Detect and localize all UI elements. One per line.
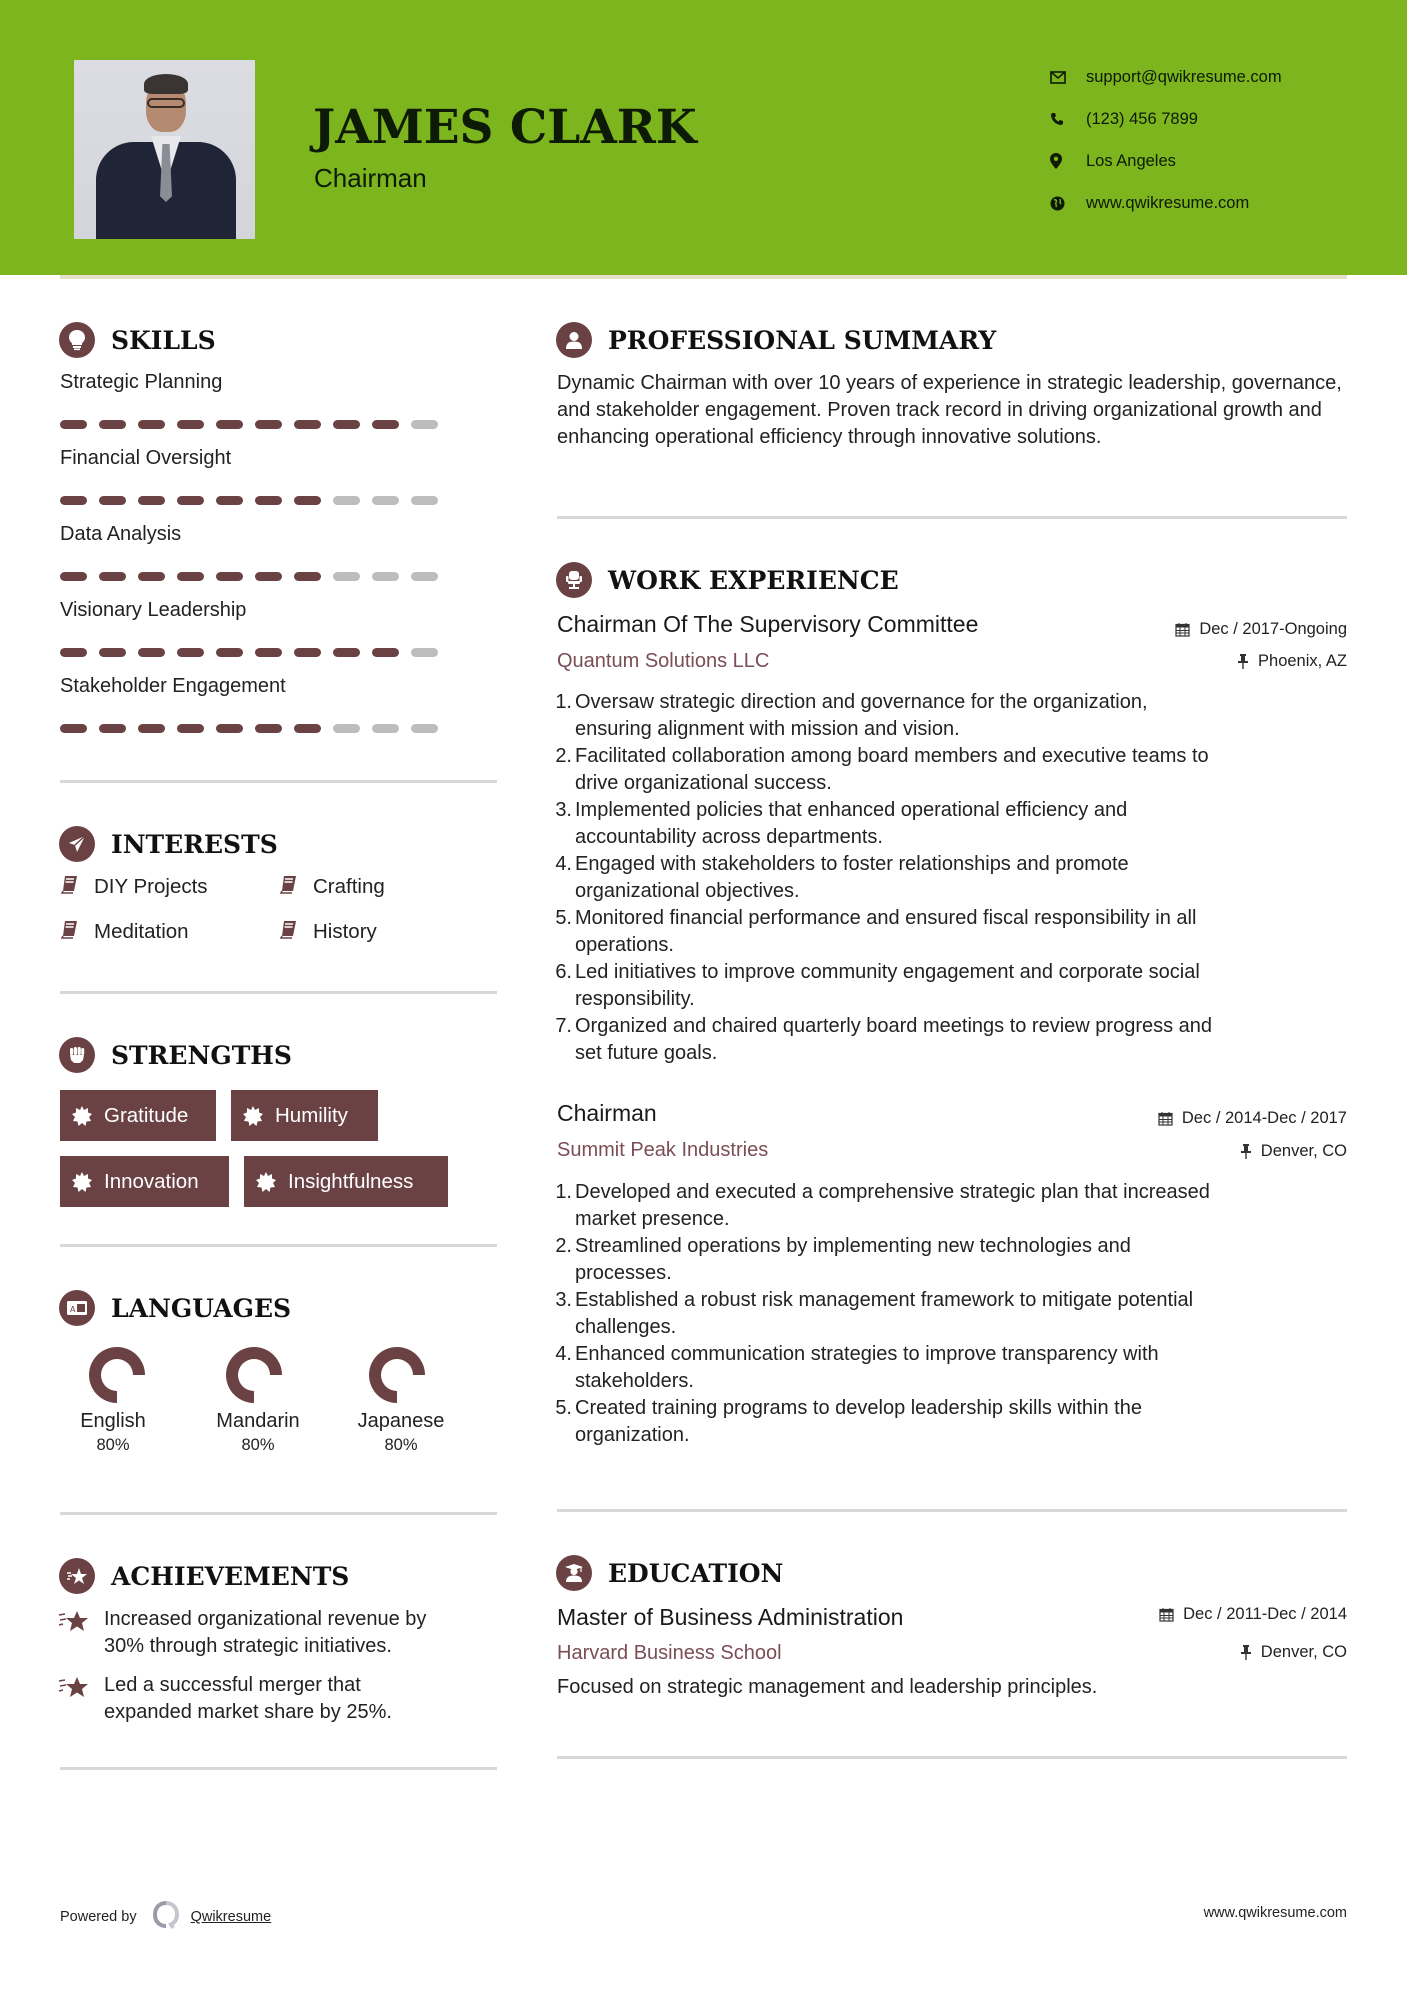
languages-heading: A LANGUAGES [59, 1290, 291, 1326]
book-icon [60, 874, 94, 900]
qwikresume-link[interactable]: Qwikresume [190, 1909, 272, 1925]
bullet-item: 3. Established a robust risk management framework to mitigate potential challenges. [555, 1289, 1194, 1338]
badge-icon [256, 1172, 276, 1192]
skill-label: Data Analysis [60, 523, 182, 545]
bullet-item: 3. Implemented policies that enhanced operational efficiency and accountability across departments. [555, 799, 1128, 848]
language-item: Mandarin 80% [203, 1345, 313, 1455]
contact-location: Los Angeles [1050, 140, 1282, 182]
section-divider [557, 1756, 1347, 1759]
skill-dot [294, 648, 321, 657]
section-divider [557, 516, 1347, 519]
skill-dot [411, 724, 438, 733]
degree-title: Master of Business Administration [557, 1604, 904, 1630]
skill-dot [333, 572, 360, 581]
section-divider [60, 991, 497, 994]
skill-dot [177, 648, 204, 657]
job-location: Phoenix, AZ [1237, 652, 1347, 671]
education-heading: EDUCATION [556, 1555, 783, 1591]
skill-dot [138, 724, 165, 733]
footer-website[interactable]: www.qwikresume.com [1203, 1905, 1347, 1921]
summary-heading: PROFESSIONAL SUMMARY [556, 322, 996, 358]
badge-icon [72, 1106, 92, 1126]
strength-tag: Insightfulness [244, 1156, 448, 1207]
graduate-icon [556, 1555, 592, 1591]
skill-dot [333, 648, 360, 657]
qwikresume-logo-icon [151, 1900, 181, 1934]
language-donut [87, 1345, 147, 1405]
skill-dot [99, 648, 126, 657]
section-divider [60, 1244, 497, 1247]
skill-dot [177, 420, 204, 429]
skill-dot [411, 496, 438, 505]
interest-item: History [279, 919, 377, 945]
section-divider [60, 1512, 497, 1515]
svg-text:A: A [70, 1305, 76, 1314]
skill-dot [60, 648, 87, 657]
skill-rating [60, 572, 438, 581]
phone-icon [1050, 112, 1086, 126]
skill-dot [99, 724, 126, 733]
achievements-heading: ACHIEVEMENTS [59, 1558, 349, 1594]
language-donut [367, 1345, 427, 1405]
skill-dot [60, 724, 87, 733]
job-location: Denver, CO [1240, 1142, 1347, 1161]
skill-dot [138, 420, 165, 429]
pushpin-icon [1240, 1144, 1252, 1159]
skills-heading: SKILLS [59, 322, 216, 358]
interests-heading: INTERESTS [59, 826, 278, 862]
job-title: Chairman Of The Supervisory Committee [557, 611, 979, 637]
contact-email[interactable]: support@qwikresume.com [1050, 56, 1282, 98]
skill-dot [255, 648, 282, 657]
section-divider [60, 1767, 497, 1770]
profile-photo [74, 60, 255, 239]
skill-dot [216, 648, 243, 657]
experience-heading: WORK EXPERIENCE [556, 562, 899, 598]
education-location: Denver, CO [1240, 1643, 1347, 1662]
job-title: Chairman [557, 1100, 657, 1126]
job-dates: Dec / 2014-Dec / 2017 [1158, 1109, 1347, 1128]
interest-item: Crafting [279, 874, 385, 900]
skill-dot [372, 724, 399, 733]
book-icon [279, 874, 313, 900]
strength-tag: Innovation [60, 1156, 229, 1207]
skill-dot [216, 496, 243, 505]
skill-dot [294, 496, 321, 505]
skill-dot [138, 572, 165, 581]
interest-item: Meditation [60, 919, 189, 945]
company-name: Summit Peak Industries [557, 1139, 769, 1161]
calendar-icon [1159, 1607, 1174, 1622]
interest-item: DIY Projects [60, 874, 208, 900]
skill-dot [177, 572, 204, 581]
skill-dot [99, 496, 126, 505]
skill-dot [411, 420, 438, 429]
calendar-icon [1175, 622, 1190, 637]
skill-dot [255, 572, 282, 581]
skill-dot [138, 496, 165, 505]
section-divider [60, 780, 497, 783]
header-divider [60, 275, 1347, 279]
skill-dot [255, 496, 282, 505]
skill-label: Strategic Planning [60, 371, 223, 393]
candidate-title: Chairman [314, 163, 427, 193]
bullet-item: 2. Streamlined operations by implementing new technologies and processes. [555, 1235, 1131, 1284]
section-divider [557, 1509, 1347, 1512]
skill-dot [294, 572, 321, 581]
book-icon [60, 919, 94, 945]
skill-rating [60, 648, 438, 657]
achievement-item: Increased organizational revenue by 30% through strategic initiatives. [58, 1606, 498, 1660]
bullet-item: 1. Oversaw strategic direction and governance for the organization, ensuring alignment with mission and vision. [555, 691, 1148, 740]
job-bullets [553, 1179, 1353, 1449]
bullet-item: 7. Organized and chaired quarterly board meetings to review progress and set future goals. [555, 1015, 1213, 1064]
skill-dot [216, 724, 243, 733]
skill-dot [60, 420, 87, 429]
contact-list [1050, 56, 1282, 224]
lightbulb-icon [59, 322, 95, 358]
translate-icon [59, 1290, 95, 1326]
star-icon [58, 1606, 104, 1660]
fist-icon [59, 1037, 95, 1073]
language-donut [224, 1345, 284, 1405]
bullet-item: 5. Monitored financial performance and ensured fiscal responsibility in all operations. [555, 907, 1197, 956]
skill-label: Financial Oversight [60, 447, 232, 469]
calendar-icon [1158, 1111, 1173, 1126]
user-icon [556, 322, 592, 358]
skill-dot [333, 724, 360, 733]
skill-dot [372, 496, 399, 505]
badge-icon [72, 1172, 92, 1192]
pushpin-icon [1237, 654, 1249, 669]
skill-dot [372, 420, 399, 429]
book-icon [279, 919, 313, 945]
skill-dot [177, 724, 204, 733]
skill-label: Stakeholder Engagement [60, 675, 286, 697]
candidate-name: JAMES CLARK [313, 100, 697, 155]
badge-icon [243, 1106, 263, 1126]
bullet-item: 5. Created training programs to develop leadership skills within the organization. [555, 1397, 1142, 1446]
skill-dot [294, 420, 321, 429]
skill-dot [333, 496, 360, 505]
contact-website[interactable]: www.qwikresume.com [1050, 182, 1282, 224]
star-badge-icon [59, 1558, 95, 1594]
skill-rating [60, 724, 438, 733]
bullet-item: 2. Facilitated collaboration among board members and executive teams to drive organizational success. [555, 745, 1209, 794]
education-dates: Dec / 2011-Dec / 2014 [1159, 1605, 1347, 1624]
skill-dot [138, 648, 165, 657]
skill-dot [411, 648, 438, 657]
language-item: Japanese 80% [346, 1345, 456, 1455]
skill-dot [255, 420, 282, 429]
map-marker-icon [1050, 153, 1086, 169]
skill-dot [411, 572, 438, 581]
skill-dot [372, 648, 399, 657]
bullet-item: 1. Developed and executed a comprehensive strategic plan that increased market presence. [555, 1181, 1210, 1230]
job-bullets [553, 689, 1353, 1067]
skill-dot [216, 572, 243, 581]
skill-rating [60, 420, 438, 429]
bullet-item: 4. Enhanced communication strategies to improve transparency with stakeholders. [555, 1343, 1159, 1392]
globe-icon [1050, 196, 1086, 211]
bullet-item: 6. Led initiatives to improve community engagement and corporate social responsibility. [555, 961, 1200, 1010]
strength-tag: Gratitude [60, 1090, 216, 1141]
skill-dot [333, 420, 360, 429]
pushpin-icon [1240, 1645, 1252, 1660]
job-dates: Dec / 2017-Ongoing [1175, 620, 1347, 639]
skill-dot [99, 572, 126, 581]
skill-rating [60, 496, 438, 505]
company-name: Quantum Solutions LLC [557, 650, 770, 672]
strengths-heading: STRENGTHS [59, 1037, 292, 1073]
school-name: Harvard Business School [557, 1642, 782, 1664]
skill-dot [255, 724, 282, 733]
paper-plane-icon [59, 826, 95, 862]
education-description: Focused on strategic management and leadership principles. [557, 1676, 1098, 1698]
strength-tag: Humility [231, 1090, 378, 1141]
skill-label: Visionary Leadership [60, 599, 247, 621]
skill-dot [60, 496, 87, 505]
office-chair-icon [556, 562, 592, 598]
achievement-item: Led a successful merger that expanded market share by 25%. [58, 1672, 498, 1726]
skill-dot [177, 496, 204, 505]
skill-dot [216, 420, 243, 429]
envelope-icon [1050, 71, 1086, 84]
language-item: English 80% [58, 1345, 168, 1455]
skill-dot [99, 420, 126, 429]
footer-powered-by: Powered by Qwikresume [60, 1900, 271, 1934]
skill-dot [60, 572, 87, 581]
star-icon [58, 1672, 104, 1726]
skill-dot [372, 572, 399, 581]
summary-text: Dynamic Chairman with over 10 years of experience in strategic leadership, governance, and stakeholder engagement. Proven track record in driving organizational growth and enhancing operational efficiency through innovative solutions. [557, 372, 1342, 448]
bullet-item: 4. Engaged with stakeholders to foster relationships and promote organizational objectives. [555, 853, 1129, 902]
skill-dot [294, 724, 321, 733]
contact-phone[interactable]: (123) 456 7899 [1050, 98, 1282, 140]
